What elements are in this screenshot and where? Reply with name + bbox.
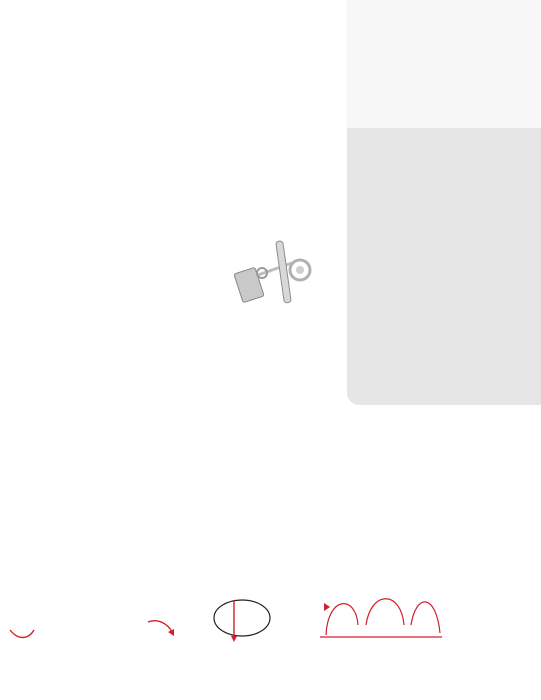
figure-2-circle: [204, 588, 280, 643]
materials-panel: [347, 128, 541, 405]
instructions-column-1: [9, 451, 179, 462]
artists-tip: [357, 443, 533, 447]
bracelet-photo: [0, 175, 345, 400]
headline: [9, 87, 339, 89]
bracelet-closeup-photo: [347, 0, 541, 128]
figure-1-ladder: [8, 604, 178, 644]
instructions-column-2: [179, 451, 349, 462]
figure-3-round2: [316, 585, 448, 645]
toggle-clasp: [234, 241, 310, 303]
